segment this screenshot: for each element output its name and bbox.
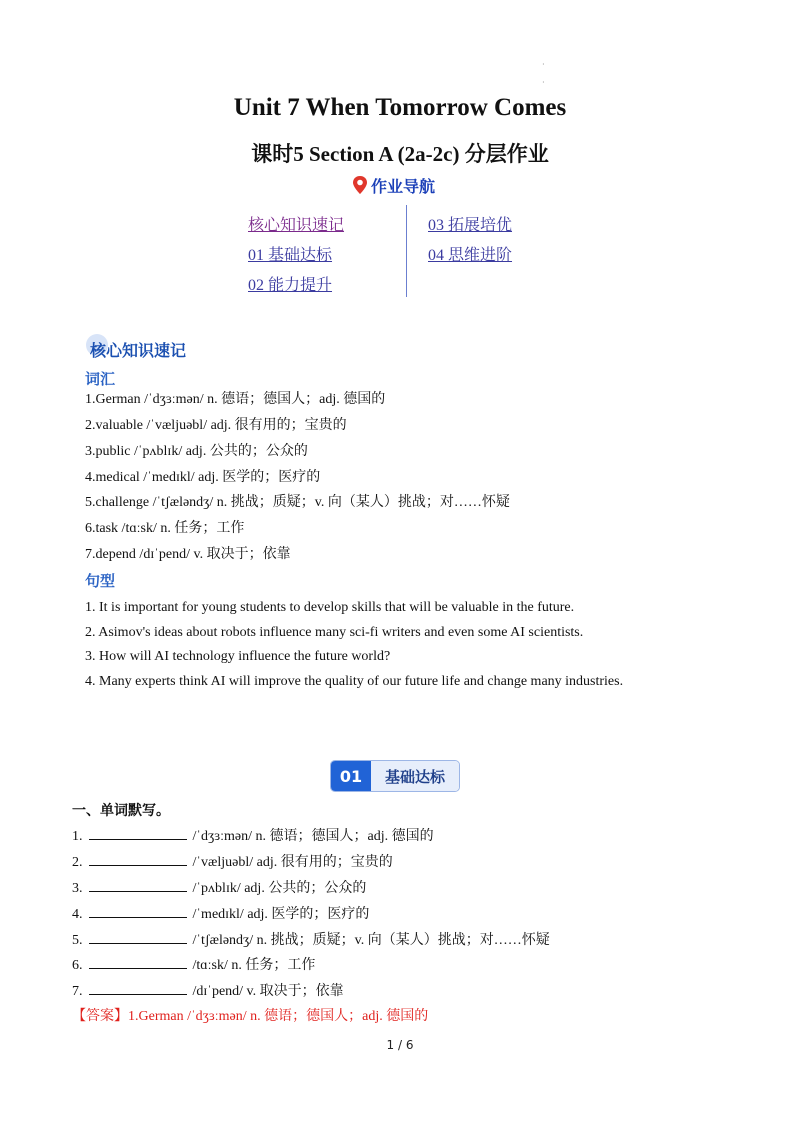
answer-line: 【答案】1.German /ˈdʒɜːmən/ n. 德语；德国人；adj. 德国的: [72, 1009, 429, 1024]
exercise-text: /tɑːsk/ n. 任务；工作: [192, 958, 316, 973]
nav-link-01[interactable]: 01 基础达标: [248, 247, 333, 264]
exercise-item: [72, 980, 344, 1000]
answer-blank[interactable]: [89, 931, 187, 944]
exercise-number: 1.: [72, 829, 83, 844]
answer-blank[interactable]: [89, 905, 187, 918]
nav-heading: [352, 172, 435, 198]
location-pin-icon: [352, 175, 368, 195]
page-subtitle: 课时5 Section A (2a-2c) 分层作业: [251, 142, 549, 166]
exercise-text: /ˈpʌblɪk/ adj. 公共的；公众的: [192, 881, 367, 896]
nav-link-02[interactable]: 02 能力提升: [248, 277, 333, 294]
exercise-text: /dɪˈpend/ v. 取决于；依靠: [192, 984, 344, 999]
nav-heading-label: 作业导航: [371, 176, 436, 196]
exercise-number: 5.: [72, 933, 83, 948]
sentence-heading: 句型: [85, 572, 116, 590]
exercise-number: 3.: [72, 881, 83, 896]
vocab-item: 4.medical /ˈmedɪkl/ adj. 医学的；医疗的: [85, 470, 321, 485]
vocab-item: 3.public /ˈpʌblɪk/ adj. 公共的；公众的: [85, 444, 308, 459]
decorative-dot: ·: [542, 60, 545, 69]
exercise-number: 7.: [72, 984, 83, 999]
nav-divider: [406, 205, 407, 297]
vocab-item: 7.depend /dɪˈpend/ v. 取决于；依靠: [85, 547, 291, 562]
exercise-item: [72, 825, 434, 845]
nav-link-04[interactable]: 04 思维进阶: [428, 247, 513, 264]
decorative-dot: ·: [542, 78, 545, 87]
page-title: Unit 7 When Tomorrow Comes: [233, 94, 567, 121]
vocab-item: 5.challenge /ˈtʃæləndʒ/ n. 挑战；质疑；v. 向（某人）挑战；对……怀疑: [85, 495, 510, 510]
core-knowledge-label: 核心知识速记: [90, 341, 187, 360]
sentence-item: 2. Asimov's ideas about robots influence many sci-fi writers and even some AI scientists.: [85, 625, 584, 640]
answer-blank[interactable]: [89, 853, 187, 866]
section-01-badge: [330, 760, 460, 792]
answer-blank[interactable]: [89, 879, 187, 892]
exercise-number: 4.: [72, 907, 83, 922]
exercise-number: 6.: [72, 958, 83, 973]
exercise-number: 2.: [72, 855, 83, 870]
exercise-item: [72, 877, 366, 897]
exercise-item: [72, 929, 550, 949]
vocab-item: 1.German /ˈdʒɜːmən/ n. 德语；德国人；adj. 德国的: [85, 392, 386, 407]
answer-blank[interactable]: [89, 982, 187, 995]
vocab-item: 2.valuable /ˈvæljuəbl/ adj. 很有用的；宝贵的: [85, 418, 347, 433]
section-label: 基础达标: [371, 761, 459, 791]
section-number: 01: [331, 761, 371, 791]
page-number: 1 / 6: [386, 1038, 414, 1052]
vocab-heading: 词汇: [85, 370, 116, 388]
vocab-item: 6.task /tɑːsk/ n. 任务；工作: [85, 521, 245, 536]
sentence-item: 3. How will AI technology influence the future world?: [85, 649, 391, 664]
question-heading: 一、单词默写。: [72, 803, 170, 819]
exercise-text: /ˈdʒɜːmən/ n. 德语；德国人；adj. 德国的: [192, 829, 434, 844]
exercise-text: /ˈvæljuəbl/ adj. 很有用的；宝贵的: [192, 855, 393, 870]
exercise-text: /ˈmedɪkl/ adj. 医学的；医疗的: [192, 907, 370, 922]
exercise-item: [72, 851, 393, 871]
exercise-item: [72, 954, 315, 974]
answer-blank[interactable]: [89, 956, 187, 969]
exercise-item: [72, 903, 369, 923]
nav-link-core[interactable]: 核心知识速记: [248, 217, 345, 234]
answer-blank[interactable]: [89, 827, 187, 840]
core-knowledge-heading: [90, 338, 186, 361]
nav-link-03[interactable]: 03 拓展培优: [428, 217, 513, 234]
sentence-item: 4. Many experts think AI will improve the quality of our future life and change many industries.: [85, 674, 624, 689]
exercise-text: /ˈtʃæləndʒ/ n. 挑战；质疑；v. 向（某人）挑战；对……怀疑: [192, 933, 550, 948]
sentence-item: 1. It is important for young students to develop skills that will be valuable in the future.: [85, 600, 575, 615]
